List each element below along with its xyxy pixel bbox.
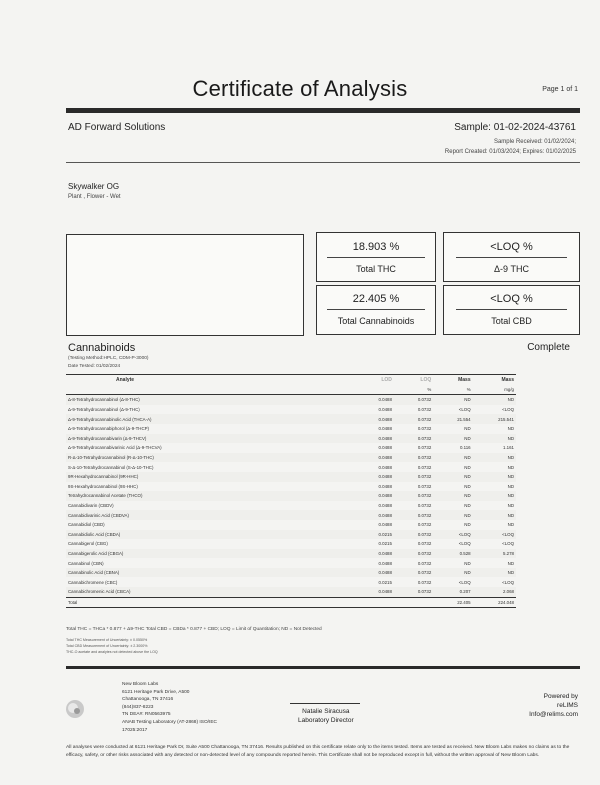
unit-mg: mg/g (504, 386, 514, 392)
cell-pct: ND (464, 464, 471, 470)
cell-loq: 0.0732 (417, 522, 432, 528)
signature-line (290, 703, 360, 704)
header-divider (66, 108, 580, 113)
col-loq: LOQ (420, 376, 432, 383)
cell-loq: 0.0732 (417, 426, 432, 432)
cell-mg: ND (507, 397, 514, 403)
cell-mg: 2.068 (503, 589, 514, 595)
date-tested: Date Tested: 01/02/2024 (68, 364, 121, 369)
cell-pct: 21.554 (457, 416, 471, 422)
cell-mg: ND (507, 493, 514, 499)
cell-pct: ND (464, 570, 471, 576)
cell-mg: ND (507, 570, 514, 576)
powered-by-label: Powered by (543, 693, 578, 700)
footnote-legend: Total THC = THCa * 0.877 + Δ9-THC Total CBD = CBDa * 0.877 + CBD; LOQ = Limit of Quantitation; ND = Not Detected (66, 627, 322, 632)
total-pct: 22.405 (457, 599, 471, 605)
cell-analyte: Δ-9-Tetrahydrocannabivarin (Δ-9-THCV) (68, 435, 147, 441)
signature-block (298, 707, 354, 725)
cell-mg: ND (507, 522, 514, 528)
cell-lod: 0.0488 (378, 493, 392, 499)
lab-logo-icon (64, 698, 86, 720)
total-label: Total (68, 599, 78, 605)
cell-pct: ND (464, 426, 471, 432)
table-row (66, 577, 516, 587)
cell-mg: 1.161 (503, 445, 514, 451)
total-cannabinoids-box (316, 285, 436, 335)
delta9-thc-label: Δ-9 THC (493, 264, 529, 274)
cell-lod: 0.0488 (378, 407, 392, 413)
units-row (66, 385, 516, 395)
cell-lod: 0.0488 (378, 435, 392, 441)
col-mass-pct: Mass (458, 376, 471, 383)
header-row (66, 375, 516, 385)
cell-lod: 0.0488 (378, 416, 392, 422)
cell-mg: 5.278 (503, 550, 514, 556)
cell-mg: <LOQ (502, 541, 514, 547)
cell-loq: 0.0732 (417, 579, 432, 585)
cell-loq: 0.0732 (417, 589, 432, 595)
cell-mg: <LOQ (502, 531, 514, 537)
cell-analyte: 9R-Hexahydrocannabinol (9R-HHC) (68, 474, 139, 480)
cell-pct: <LOQ (458, 531, 471, 537)
lab-address1: 6121 Heritage Park Drive, A500 (122, 689, 190, 695)
footnote-cbd-uncertainty: Total CBD Measurement of Uncertainty: ± 2.3000% (66, 644, 148, 648)
cell-pct: ND (464, 474, 471, 480)
cell-analyte: Δ-9-Tetrahydrocannabinolic Acid (THCA-A) (68, 416, 152, 422)
cell-analyte: Cannabigerol (CBG) (68, 541, 108, 547)
table-row (66, 549, 516, 559)
cell-pct: ND (464, 483, 471, 489)
total-cbd-box (443, 285, 580, 335)
unit-loq: % (427, 386, 432, 392)
section-heading: Cannabinoids (68, 342, 136, 354)
table-row (66, 558, 516, 568)
table-row (66, 453, 516, 463)
lab-address-block (122, 681, 217, 734)
total-thc-box (316, 232, 436, 282)
footnote-thc-uncertainty: Total THC Measurement of Uncertainty: ± 0.0550% (66, 638, 148, 642)
document-title: Certificate of Analysis (192, 76, 408, 101)
cell-mg: ND (507, 474, 514, 480)
disclaimer: All analyses were conducted at 6121 Heritage Park Dr, Suite A500 Chattanooga, TN 37416. Results published on this certificate relate only to the items tested. Items are tested as received. New Bloom Labs makes no claims as to the efficacy, safety, or other risks associated with any detected or non-detected level of any compounds reported herein. This Certificate shall not be reproduced except in full, without the written approval of New Bloom Labs. (66, 745, 570, 758)
cell-analyte: Cannabidiol (CBD) (68, 522, 105, 528)
table-row (66, 434, 516, 444)
col-mass-mg: Mass (501, 376, 514, 383)
cell-lod: 0.0215 (378, 579, 392, 585)
lab-name: New Bloom Labs (122, 682, 159, 687)
total-cbd-value: <LOQ % (490, 293, 533, 305)
report-dates: Report Created: 01/03/2024; Expires: 01/02/2025 (444, 149, 576, 155)
table-row (66, 501, 516, 511)
cell-loq: 0.0732 (417, 397, 432, 403)
powered-by-brand: reLIMS (557, 702, 578, 709)
lab-phone: (844)837-8223 (122, 704, 154, 710)
cell-pct: 0.116 (459, 445, 471, 451)
cell-analyte: Cannabinolic Acid (CBNA) (68, 570, 120, 576)
status-badge: Complete (527, 342, 570, 353)
cell-analyte: Cannabigerolic Acid (CBGA) (68, 550, 124, 556)
total-mg: 224.048 (498, 599, 514, 605)
cell-analyte: 9S-Hexahydrocannabinol (9S-HHC) (68, 483, 138, 489)
cell-loq: 0.0732 (417, 483, 432, 489)
cell-lod: 0.0488 (378, 426, 392, 432)
cell-loq: 0.0732 (417, 541, 432, 547)
cell-analyte: Tetrahydrocannabinol Acetate (THCO) (68, 493, 143, 499)
cell-mg: ND (507, 503, 514, 509)
cell-mg: ND (507, 464, 514, 470)
lab-dea: TN DEA#: RN0563975 (122, 712, 171, 718)
cell-lod: 0.0488 (378, 483, 392, 489)
cell-mg: ND (507, 483, 514, 489)
table-row (66, 482, 516, 492)
cell-pct: ND (464, 560, 471, 566)
total-lod (360, 597, 394, 608)
cell-analyte: Δ-9-Tetrahydrocannabinol (Δ-9-THC) (68, 407, 140, 413)
cell-loq: 0.0732 (417, 503, 432, 509)
cell-lod: 0.0488 (378, 550, 392, 556)
table-row (66, 414, 516, 424)
cell-analyte: Δ-8-Tetrahydrocannabinol (Δ-8-THC) (68, 397, 140, 403)
table-row (66, 462, 516, 472)
delta9-thc-value: <LOQ % (490, 241, 533, 253)
lab-iso2: 17025:2017 (122, 727, 148, 733)
cell-mg: ND (507, 560, 514, 566)
cell-loq: 0.0732 (417, 493, 432, 499)
signer-name: Natalie Siracusa (302, 708, 350, 715)
table-row (66, 443, 516, 453)
cell-analyte: Δ-9-Tetrahydrocannabiphorol (Δ-9-THCP) (68, 426, 150, 432)
cell-analyte: R-Δ-10-Tetrahydrocannabinol (R-Δ-10-THC) (68, 455, 154, 461)
cell-pct: ND (464, 493, 471, 499)
unit-pct: % (466, 386, 471, 392)
cell-lod: 0.0488 (378, 503, 392, 509)
cell-lod: 0.0488 (378, 397, 392, 403)
table-row (66, 510, 516, 520)
cell-loq: 0.0732 (417, 550, 432, 556)
sample-id: Sample: 01-02-2024-43761 (454, 122, 576, 133)
cell-loq: 0.0732 (417, 560, 432, 566)
cell-pct: <LOQ (458, 407, 471, 413)
cell-loq: 0.0732 (417, 445, 432, 451)
cell-analyte: Cannabidivarinic Acid (CBDVA) (68, 512, 129, 518)
table-row (66, 395, 516, 405)
cell-pct: <LOQ (458, 541, 471, 547)
cell-mg: <LOQ (502, 579, 514, 585)
cell-mg: 215.541 (498, 416, 514, 422)
footnote-thco: THC-O acetate and analytes not detected above the LOQ (66, 650, 158, 654)
total-row (66, 597, 516, 608)
total-thc-label: Total THC (356, 264, 396, 274)
page-number: Page 1 of 1 (542, 86, 578, 93)
cell-lod: 0.0488 (378, 570, 392, 576)
cell-lod: 0.0488 (378, 560, 392, 566)
cell-loq: 0.0732 (417, 464, 432, 470)
table-row (66, 405, 516, 415)
table-row (66, 587, 516, 597)
cell-mg: <LOQ (502, 407, 514, 413)
cell-analyte: Cannabichromenic Acid (CBCA) (68, 589, 131, 595)
col-lod: LOD (381, 376, 392, 383)
cell-lod: 0.0488 (378, 464, 392, 470)
cell-lod: 0.0488 (378, 445, 392, 451)
cell-lod: 0.0488 (378, 522, 392, 528)
cell-loq: 0.0732 (417, 416, 432, 422)
table-row (66, 472, 516, 482)
cell-pct: ND (464, 397, 471, 403)
total-loq (394, 597, 433, 608)
testing-method: (Testing Method:HPLC, CDM-P-3000) (68, 356, 149, 361)
lab-iso: ANAB Testing Laboratory (AT-2868) ISO/IEC (122, 719, 218, 725)
cell-loq: 0.0732 (417, 474, 432, 480)
delta9-thc-box (443, 232, 580, 282)
sample-received: Sample Received: 01/02/2024; (493, 139, 576, 145)
cell-analyte: Cannabinol (CBN) (68, 560, 104, 566)
cell-pct: ND (464, 455, 471, 461)
total-cannabinoids-label: Total Cannabinoids (337, 316, 415, 326)
cell-loq: 0.0732 (417, 455, 432, 461)
cell-loq: 0.0732 (417, 435, 432, 441)
cell-loq: 0.0732 (417, 531, 432, 537)
results-table (66, 374, 516, 608)
cell-loq: 0.0732 (417, 512, 432, 518)
sample-image-box (66, 234, 304, 336)
cell-pct: ND (464, 503, 471, 509)
cell-analyte: S-Δ-10-Tetrahydrocannabinol (S-Δ-10-THC) (68, 464, 154, 470)
cell-pct: 0.207 (459, 589, 471, 595)
cell-pct: ND (464, 512, 471, 518)
table-row (66, 424, 516, 434)
product-name: Skywalker OG (68, 182, 120, 191)
total-thc-value: 18.903 % (352, 241, 400, 253)
total-cbd-label: Total CBD (491, 316, 532, 326)
cell-loq: 0.0732 (417, 570, 432, 576)
cell-lod: 0.0488 (378, 474, 392, 480)
cell-analyte: Cannabichromene (CBC) (68, 579, 118, 585)
total-cannabinoids-value: 22.405 % (352, 293, 400, 305)
cell-pct: ND (464, 435, 471, 441)
cell-pct: <LOQ (458, 579, 471, 585)
cell-loq: 0.0732 (417, 407, 432, 413)
cell-mg: ND (507, 426, 514, 432)
cell-pct: ND (464, 522, 471, 528)
cell-mg: ND (507, 455, 514, 461)
cell-analyte: Cannabidiolic Acid (CBDA) (68, 531, 121, 537)
cell-mg: ND (507, 435, 514, 441)
table-row (66, 530, 516, 540)
powered-by-block (529, 692, 578, 719)
cell-lod: 0.0488 (378, 512, 392, 518)
cell-analyte: Δ-9-Tetrahydrocannabivarinic Acid (Δ-9-THCVA) (68, 445, 162, 451)
lab-address2: Chattanooga, TN 37416 (122, 697, 174, 703)
product-type: Plant , Flower - Wet (68, 194, 121, 200)
cell-lod: 0.0488 (378, 589, 392, 595)
powered-by-email[interactable]: Info@relims.com (529, 711, 578, 718)
client-company: AD Forward Solutions (68, 122, 166, 133)
cell-analyte: Cannabidivarin (CBDV) (68, 503, 114, 509)
table-row (66, 520, 516, 530)
table-row (66, 491, 516, 501)
cell-lod: 0.0215 (378, 541, 392, 547)
cell-lod: 0.0488 (378, 455, 392, 461)
cell-pct: 0.528 (459, 550, 471, 556)
col-analyte: Analyte (116, 376, 135, 383)
footer-divider (66, 666, 580, 669)
client-divider (66, 162, 580, 163)
cell-mg: ND (507, 512, 514, 518)
cell-lod: 0.0215 (378, 531, 392, 537)
signer-title: Laboratory Director (298, 717, 354, 724)
table-row (66, 568, 516, 578)
table-row (66, 539, 516, 549)
